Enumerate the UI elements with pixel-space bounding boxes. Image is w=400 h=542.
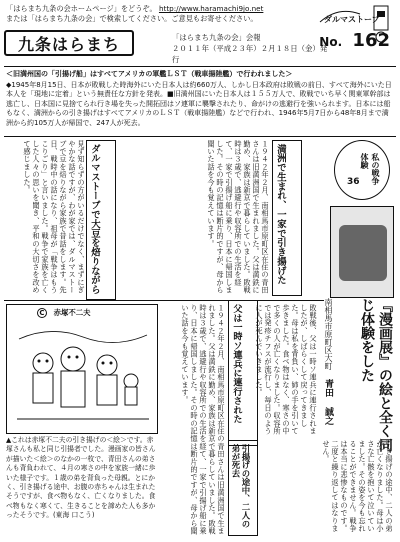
cartoon-credit xyxy=(37,307,91,318)
bottom-article-headline: 引揚げの途中、二人の弟が死去 xyxy=(231,444,251,528)
cartoon-panel xyxy=(6,304,158,434)
masthead-logo: 九条はらまち xyxy=(4,30,134,56)
copyright-icon: C xyxy=(37,308,47,318)
mid-article-text-continued: １９４２年２月、南相馬市原町区在住の青田さんは旧満洲国で生まれました。父は満鉄に勤め、家族は新京で暮らしていました。敗戦時は３歳で、逃避行や収容所での生活を経て、一家で引揚げ船に乗り、日本に帰国しました。その時の記憶は断片的ですが、母から聞いた話を今も覚えています。 xyxy=(181,304,226,535)
mascot-label: ダルマストーブ xyxy=(324,15,380,24)
series-tag-inner xyxy=(345,149,381,193)
cartoon-credit-name: 赤塚不二夫 xyxy=(53,308,91,317)
issue-number xyxy=(319,30,390,51)
series-tag xyxy=(334,140,390,200)
header-url[interactable]: http://www.haramachi9jo.net xyxy=(158,4,264,13)
right-article-byline xyxy=(322,298,354,434)
masthead xyxy=(4,30,396,66)
right-article-headline: 『漫画展』の絵と全く同じ体験をした xyxy=(359,298,393,452)
byline-name: 青田 誠之 xyxy=(323,379,333,425)
divider-3 xyxy=(4,300,324,301)
lead-title: ＜旧満州国の「引揚げ船」はすべてアメリカの軍艦ＬＳＴ（戦車揚陸艦）で行われました＞ xyxy=(6,70,293,78)
divider-2 xyxy=(4,136,396,137)
center-article-headline-box xyxy=(272,140,302,296)
mid-article-text: 敗戦後、父は一時ソ連兵に連行されましたが、しばらくして戻ってきました。母は私を背負い、姉の手を引いて歩きました。食べ物はなく、寒さの中で多くの人が亡くなりました。収容所では発疹チフスが流行し、毎日のように人が死んでいきました。 xyxy=(255,304,318,435)
left-article-headline: ダルマストーブで大豆を焙りながら xyxy=(89,144,100,295)
header-line2: または「はらまち九条の会」で検索してください。ご意見もお寄せください。 xyxy=(6,14,258,23)
series-tag-number: 36 xyxy=(347,177,360,187)
issue-meta xyxy=(172,32,332,65)
author-photo-figure xyxy=(339,225,387,281)
cartoon-caption: ▲これは赤塚不二夫の引き揚げの＜絵＞です。赤塚さんも私と同じ引揚者でした。漫画家の皆さんが描いた＜絵＞のなかの一枚で、青田さんの弟さんも背負われて、４月の寒さの中を家族一緒に歩いた様子です。１歳の弟を背負った母親。とにかく、引き揚げる途中、お腹の赤ちゃんは生まれたそうですが、食べ物もなく、亡くなりました。食べ物もなく寒くて、生きることを諦めた人も多かったそうです。(東海 口こう) xyxy=(6,436,156,520)
lead-block xyxy=(6,70,394,134)
issue-no-prefix: No. xyxy=(319,35,343,49)
bottom-article-text: 引き揚げの途中、二人の弟が亡くなりました。母は小さな亡骸を抱いて泣いていました。その姿を今も忘れることができません。戦争は本当に悲惨なものです。二度と繰り返してはなりません。 xyxy=(322,440,394,533)
center-article-text: １９４２年２月、南相馬市原町区在住の青田さんは旧満洲国で生まれました。父は満鉄に勤め、家族は新京で暮らしていました。敗戦時は３歳で、逃避行や収容所での生活を経て、一家で引揚げ船に乗り、日本に帰国しました。その時の記憶は断片的ですが、母から聞いた話を今も覚えています。 xyxy=(207,140,270,294)
header-info xyxy=(6,4,306,24)
issue-date: ２０１１年（平成２３年）２月１８日（金）発行 xyxy=(172,44,328,64)
cartoon-art xyxy=(11,319,155,431)
mid-article-headline-box xyxy=(228,300,258,446)
divider-1 xyxy=(4,66,396,67)
lead-body: ◆1945年8月15日、日本が敗戦した時海外にいた日本人は約660万人、しかし日本政府は敗戦の前日、すべて海外にいた日本人を「現地に定着」という無責任な方針を発表。■旧満州国にいた日本人は１５５万人で、敗戦でいち早く関東軍幹部は逃亡し、日本国に見捨てられ行き場を失った開拓団はソ連軍に襲撃されたり、命がけの逃避行を強いられます。日本には船もなく、満洲からの引き揚げはすべてアメリカのＬＳＴ（戦車揚陸艦）などで行われ、1946年5月7日から48年8月まで満洲から約105万人が帰国で、247人が死去。 xyxy=(6,80,392,127)
issue-no-value: 162 xyxy=(352,30,390,51)
author-photo xyxy=(330,206,394,298)
bottom-article-headline-box xyxy=(228,440,258,536)
left-article-headline-box xyxy=(86,140,116,300)
mid-article-headline: 父は一時ソ連兵に連行された xyxy=(231,304,242,424)
header-line1: 「はらまち九条の会ホームページ」をどうぞ。 xyxy=(6,4,157,13)
byline-place: 南相馬市原町区大町 xyxy=(324,298,333,370)
center-article-headline: 満洲で生まれ、一家で引き揚げた xyxy=(275,144,286,285)
left-article-text: 見ず知らずの方がいるだけでなく、まずにぎやかな話ですが、わが家では、ダルマストーブで豆を焙りながら家族で昔話をします。先日、戦時中の話になり、祖母が「戦争はもうこりごり」と言いました。戦争で家族を亡くした人々の思いを聞き、平和の大切さを改めて感じました。 xyxy=(23,140,86,294)
series-tag-label: 私の戦争体験 xyxy=(360,153,380,185)
publisher: 「はらまち九条の会」会報 xyxy=(172,33,261,42)
